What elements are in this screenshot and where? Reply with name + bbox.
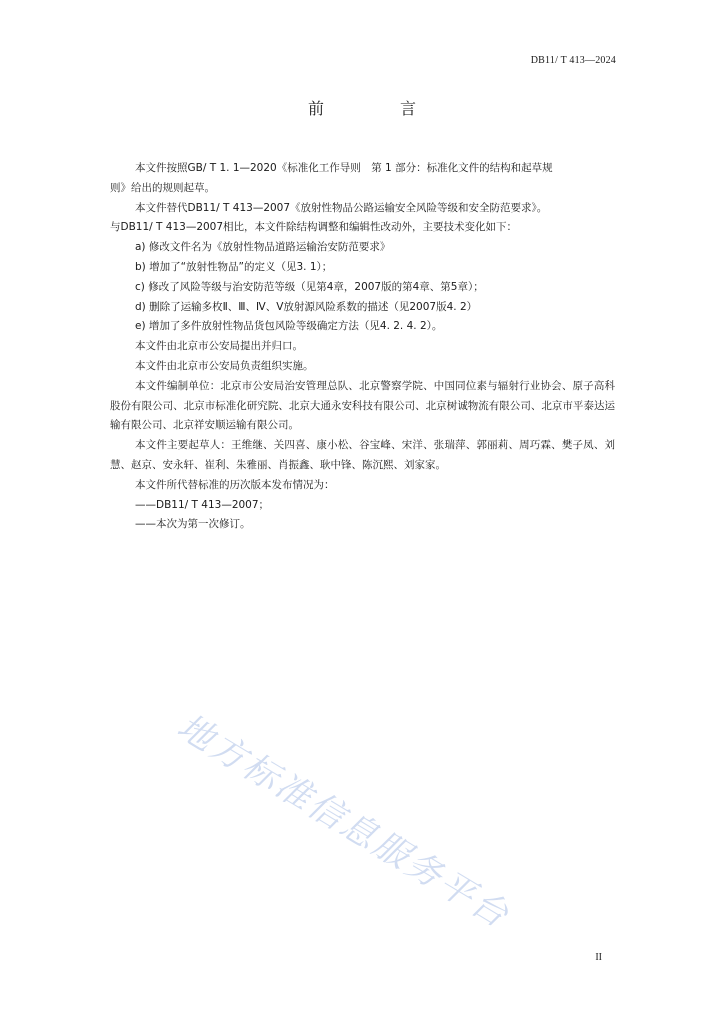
paragraph-drafting-rules-line-1: 本文件按照GB/ T 1. 1—2020《标准化工作导则 第 1 部分：标准化文件的结构和起草规 <box>135 162 553 174</box>
history-item-first-revision: ——本次为第一次修订。 <box>135 518 251 531</box>
change-item-e: e) 增加了多件放射性物品货包风险等级确定方法（见4. 2. 4. 2）。 <box>135 320 443 333</box>
paragraph-replacement-line-2: 与DB11/ T 413—2007相比，本文件除结构调整和编辑性改动外，主要技术变化如下： <box>110 221 518 234</box>
history-item-2007: ——DB11/ T 413—2007； <box>135 498 270 511</box>
change-item-c: c) 修改了风险等级与治安防范等级（见第4章，2007版的第4章、第5章）； <box>135 280 484 293</box>
paragraph-implemented-by: 本文件由北京市公安局负责组织实施。 <box>135 359 314 372</box>
watermark-text: 地方标准信息服务平台 <box>170 706 517 937</box>
paragraph-main-drafters: 本文件主要起草人：王维继、关四喜、康小松、谷宝峰、宋洋、张瑞萍、郭丽莉、周巧霖、樊子凤、刘慧、赵京、安永轩、崔利、朱雅丽、肖振鑫、耿中锋、陈沉熙、刘家家。 <box>110 439 615 471</box>
paragraph-proposed-by: 本文件由北京市公安局提出并归口。 <box>135 340 303 353</box>
foreword-body <box>110 159 615 535</box>
paragraph-drafting-rules-line-2: 则》给出的规则起草。 <box>110 181 215 194</box>
paragraph-drafting-organizations: 本文件编制单位：北京市公安局治安管理总队、北京警察学院、中国同位素与辐射行业协会、原子高科股份有限公司、北京市标准化研究院、北京大通永安科技有限公司、北京树诚物流有限公司、北京市平泰达运输有限公司、北京祥安顺运输有限公司。 <box>110 379 615 432</box>
standard-code-header: DB11/ T 413—2024 <box>530 55 616 66</box>
change-item-b: b) 增加了“放射性物品”的定义（见3. 1）； <box>135 260 333 273</box>
paragraph-version-history: 本文件所代替标准的历次版本发布情况为： <box>135 478 335 491</box>
change-item-a: a) 修改文件名为《放射性物品道路运输治安防范要求》 <box>135 241 391 254</box>
paragraph-replacement-line-1: 本文件替代DB11/ T 413—2007《放射性物品公路运输安全风险等级和安全防范要求》。 <box>135 201 548 214</box>
change-item-d: d) 删除了运输多枚Ⅱ、Ⅲ、Ⅳ、Ⅴ放射源风险系数的描述（见2007版4. 2） <box>135 300 478 313</box>
section-title-foreword: 前 言 <box>307 99 446 118</box>
page-number: II <box>595 952 602 963</box>
